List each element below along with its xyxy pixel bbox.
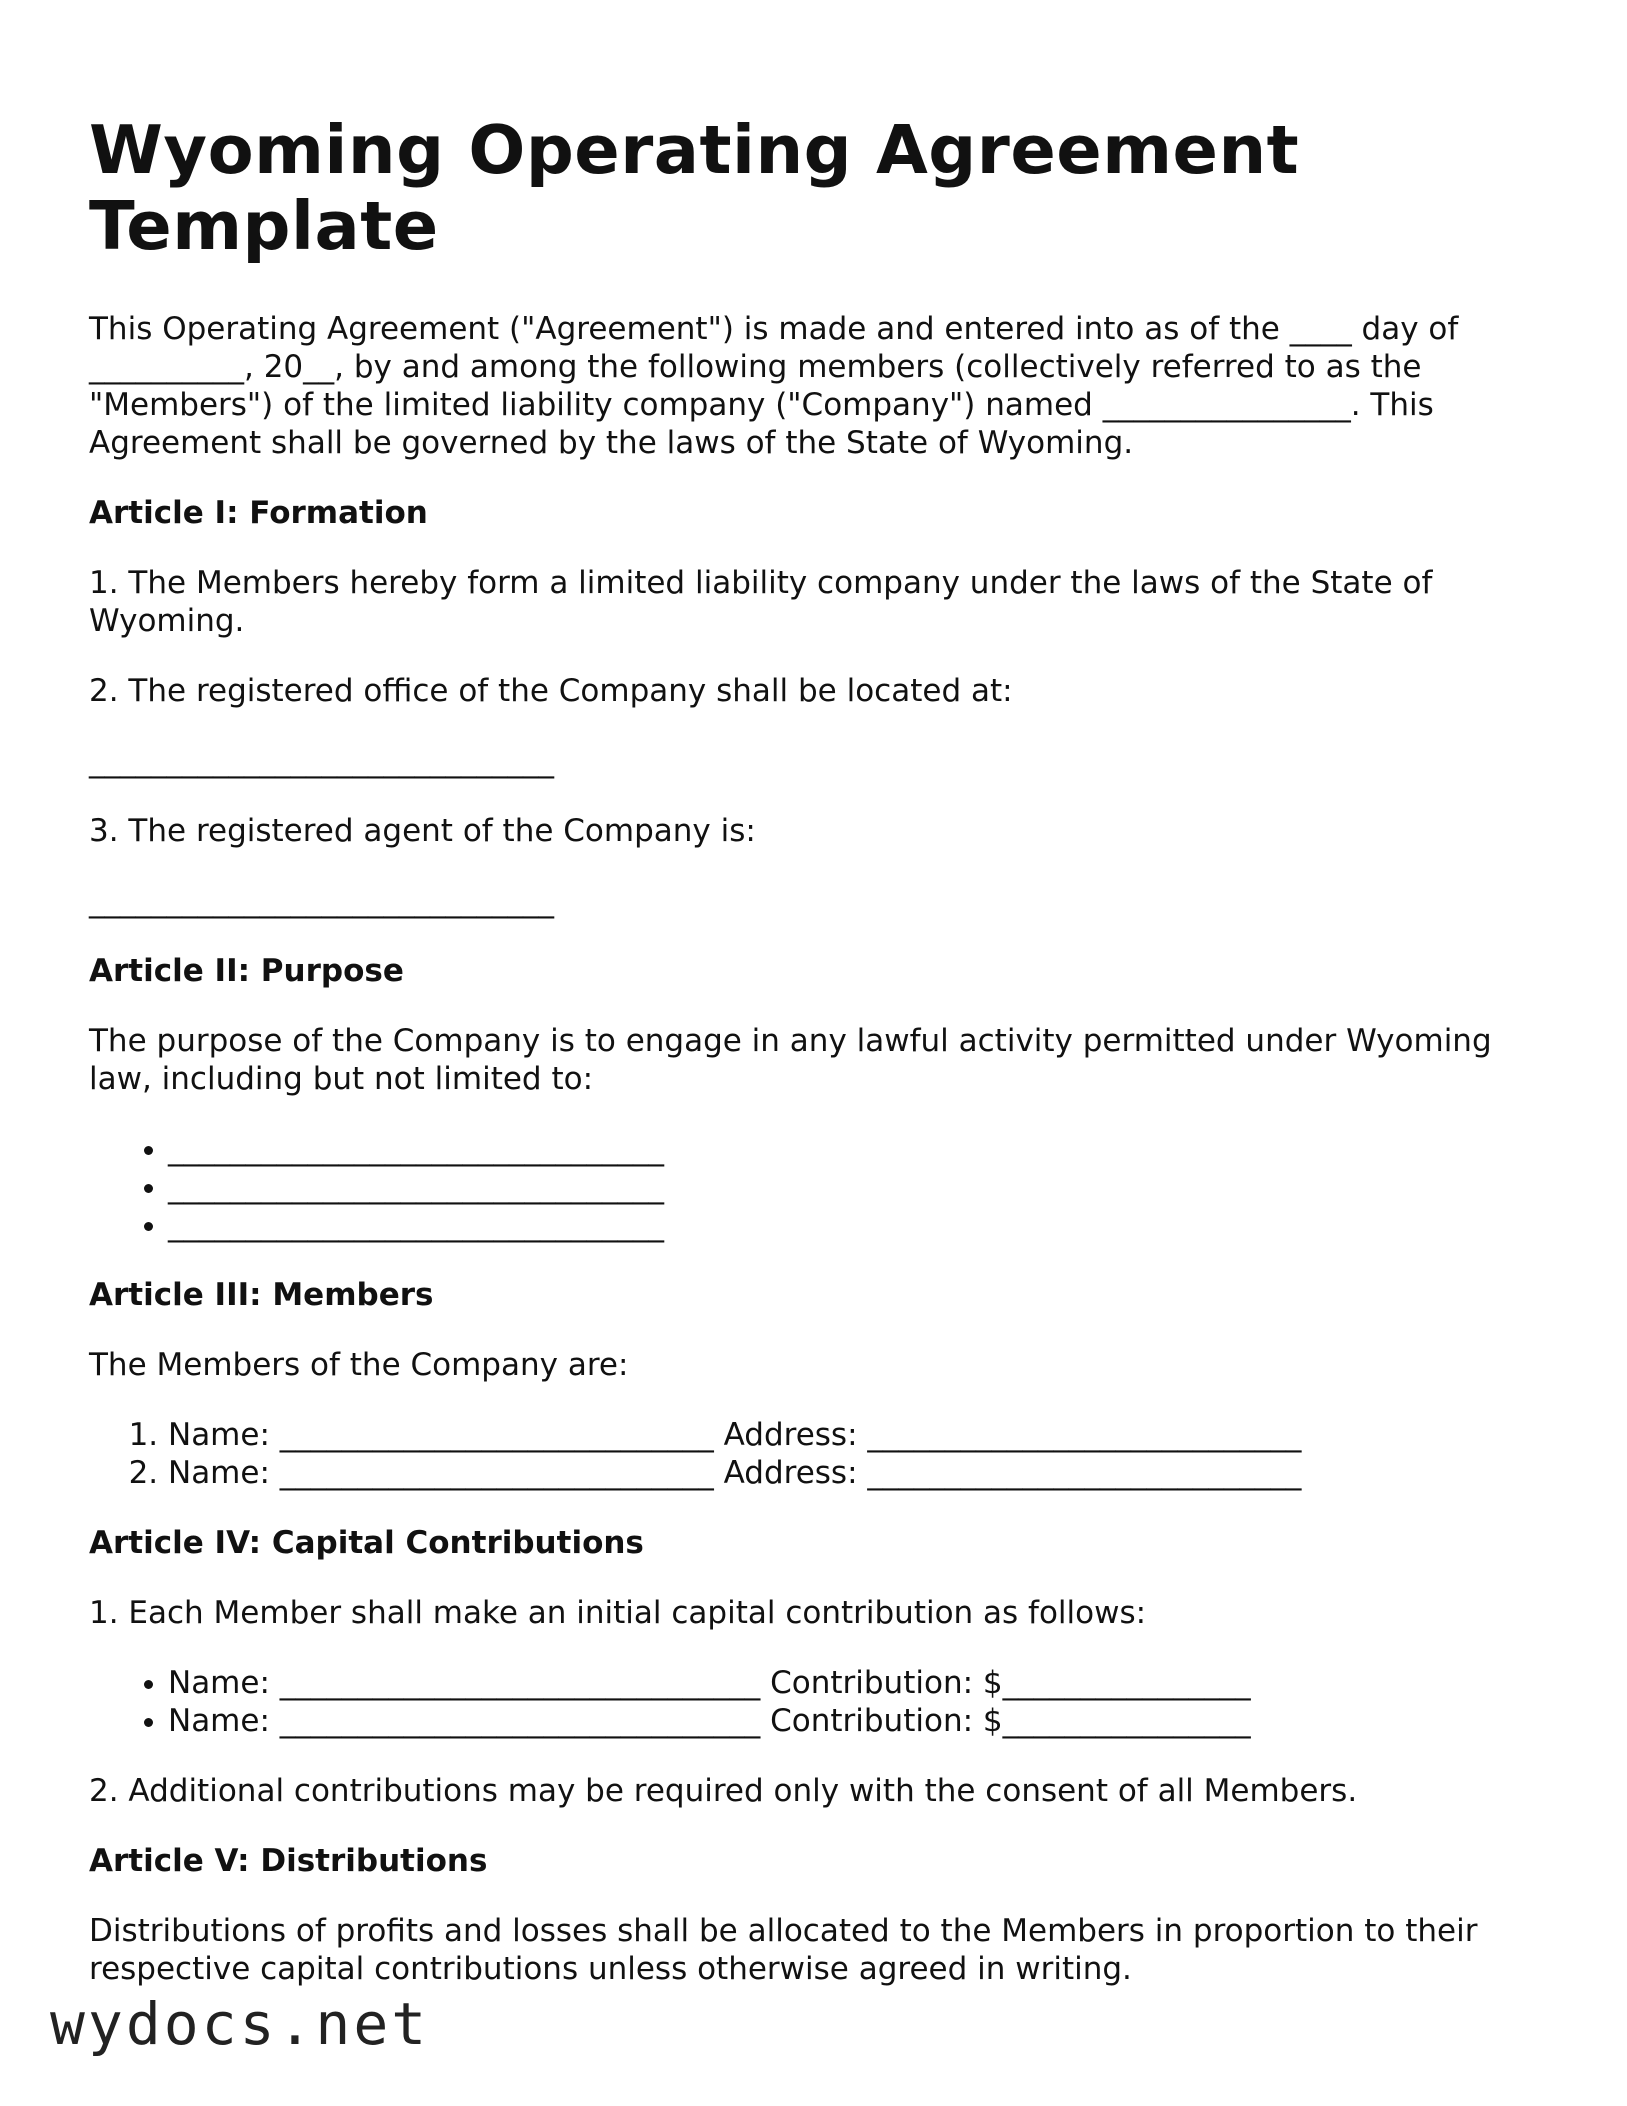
registered-office-blank: ______________________________ (89, 743, 554, 779)
article-1-item-1: 1. The Members hereby form a limited liability company under the laws of the State of Wyoming. (89, 565, 1433, 639)
purpose-list-item: • ________________________________ (168, 1130, 1539, 1168)
article-1-item-2: 2. The registered office of the Company shall be located at: (89, 673, 1013, 709)
document-title: Wyoming Operating Agreement Template (89, 111, 1300, 265)
contribution-list-item: • Name: _______________________________ Contribution: $________________ (168, 1664, 1539, 1702)
purpose-list (89, 1130, 1539, 1244)
purpose-list-item: • ________________________________ (168, 1168, 1539, 1206)
member-list-item: 1. Name: ____________________________ Address: ____________________________ (168, 1416, 1539, 1454)
article-2-text: The purpose of the Company is to engage in any lawful activity permitted under Wyoming law, including but not limited to: (89, 1023, 1492, 1097)
purpose-list-item: • ________________________________ (168, 1206, 1539, 1244)
article-4-heading: Article IV: Capital Contributions (89, 1525, 644, 1561)
article-1-heading: Article I: Formation (89, 495, 428, 531)
article-4-item-2: 2. Additional contributions may be required only with the consent of all Members. (89, 1773, 1358, 1809)
contributions-list (89, 1664, 1539, 1740)
contribution-list-item: • Name: _______________________________ Contribution: $________________ (168, 1702, 1539, 1740)
article-4-item-1: 1. Each Member shall make an initial capital contribution as follows: (89, 1595, 1147, 1631)
intro-paragraph: This Operating Agreement ("Agreement") is made and entered into as of the ____ day of __________, 20__, by and among the following members (collectively referred to as the "Members") of the limited liability company ("Company") named ________________. This Agreement shall be governed by the laws of the State of Wyoming. (89, 311, 1459, 461)
site-watermark: wydocs.net (50, 1990, 430, 2058)
article-5-text: Distributions of profits and losses shall be allocated to the Members in proportion to their respective capital contributions unless otherwise agreed in writing. (89, 1913, 1478, 1987)
article-5-heading: Article V: Distributions (89, 1843, 488, 1879)
article-2-heading: Article II: Purpose (89, 953, 404, 989)
article-3-text: The Members of the Company are: (89, 1347, 629, 1383)
article-1-item-3: 3. The registered agent of the Company is: (89, 813, 756, 849)
document-page (89, 112, 1539, 2020)
registered-agent-blank: ______________________________ (89, 883, 554, 919)
members-list (89, 1416, 1539, 1492)
member-list-item: 2. Name: ____________________________ Address: ____________________________ (168, 1454, 1539, 1492)
article-3-heading: Article III: Members (89, 1277, 434, 1313)
